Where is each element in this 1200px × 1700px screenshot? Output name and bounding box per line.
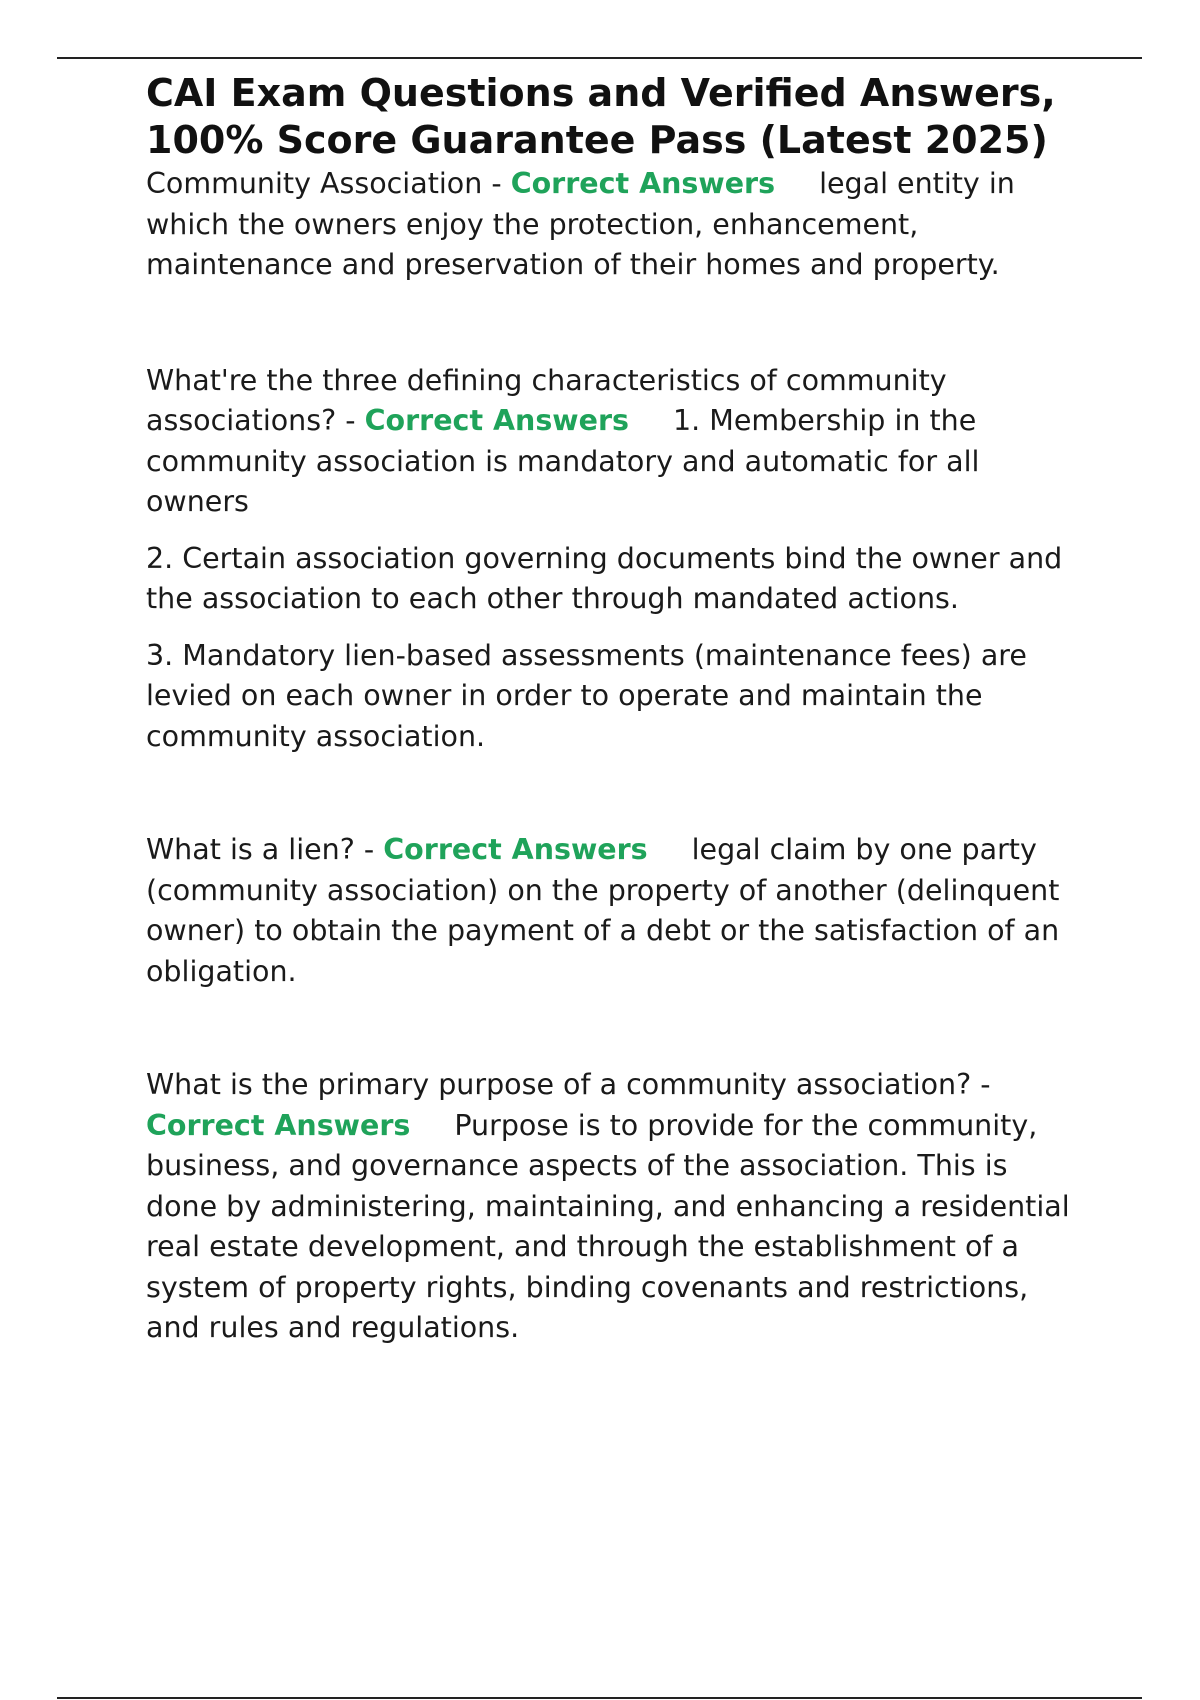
qa-paragraph bbox=[146, 164, 1086, 286]
correct-answers-label: Correct Answers bbox=[510, 167, 776, 200]
qa-paragraph bbox=[146, 1065, 1086, 1349]
bottom-rule bbox=[57, 1697, 1142, 1699]
correct-answers-label: Correct Answers bbox=[146, 1108, 411, 1142]
qa-item bbox=[146, 1065, 1086, 1349]
question-text: Community Association - bbox=[146, 167, 502, 200]
question-text: What is a lien? - bbox=[146, 833, 375, 866]
answer-text: 1. Membership in the community association is mandatory and automatic for all owners bbox=[146, 404, 980, 518]
qa-item bbox=[146, 361, 1086, 758]
question-text: What is the primary purpose of a community association? - bbox=[146, 1068, 991, 1101]
document-title: CAI Exam Questions and Verified Answers, 100% Score Guarantee Pass (Latest 2025) bbox=[146, 71, 1056, 162]
correct-answers-label: Correct Answers bbox=[364, 404, 629, 437]
correct-answers-label: Correct Answers bbox=[383, 833, 648, 866]
answer-continuation: 3. Mandatory lien-based assessments (maintenance fees) are levied on each owner in order to operate and maintain the community association. bbox=[146, 638, 1027, 753]
document-body bbox=[146, 70, 1086, 1349]
answer-text: legal claim by one party (community association) on the property of another (delinquent owner) to obtain the payment of a debt or the satisfaction of an obligation. bbox=[146, 833, 1060, 988]
qa-item bbox=[146, 830, 1086, 992]
qa-paragraph bbox=[146, 361, 1086, 523]
answer-text: legal entity in which the owners enjoy the protection, enhancement, maintenance and preservation of their homes and property. bbox=[146, 167, 1015, 281]
top-rule bbox=[57, 57, 1142, 59]
question-text: What're the three defining characteristics of community associations? - bbox=[146, 363, 947, 437]
answer-continuation: 2. Certain association governing documents bind the owner and the association to each other through mandated actions. bbox=[146, 541, 1063, 615]
answer-text: Purpose is to provide for the community, business, and governance aspects of the association. This is done by administering, maintaining, and enhancing a residential real estate development, and through the establishment of a system of property rights, binding covenants and restrictions, and rules and regulations. bbox=[146, 1108, 1070, 1344]
qa-paragraph bbox=[146, 830, 1086, 992]
qa-item bbox=[146, 164, 1086, 286]
